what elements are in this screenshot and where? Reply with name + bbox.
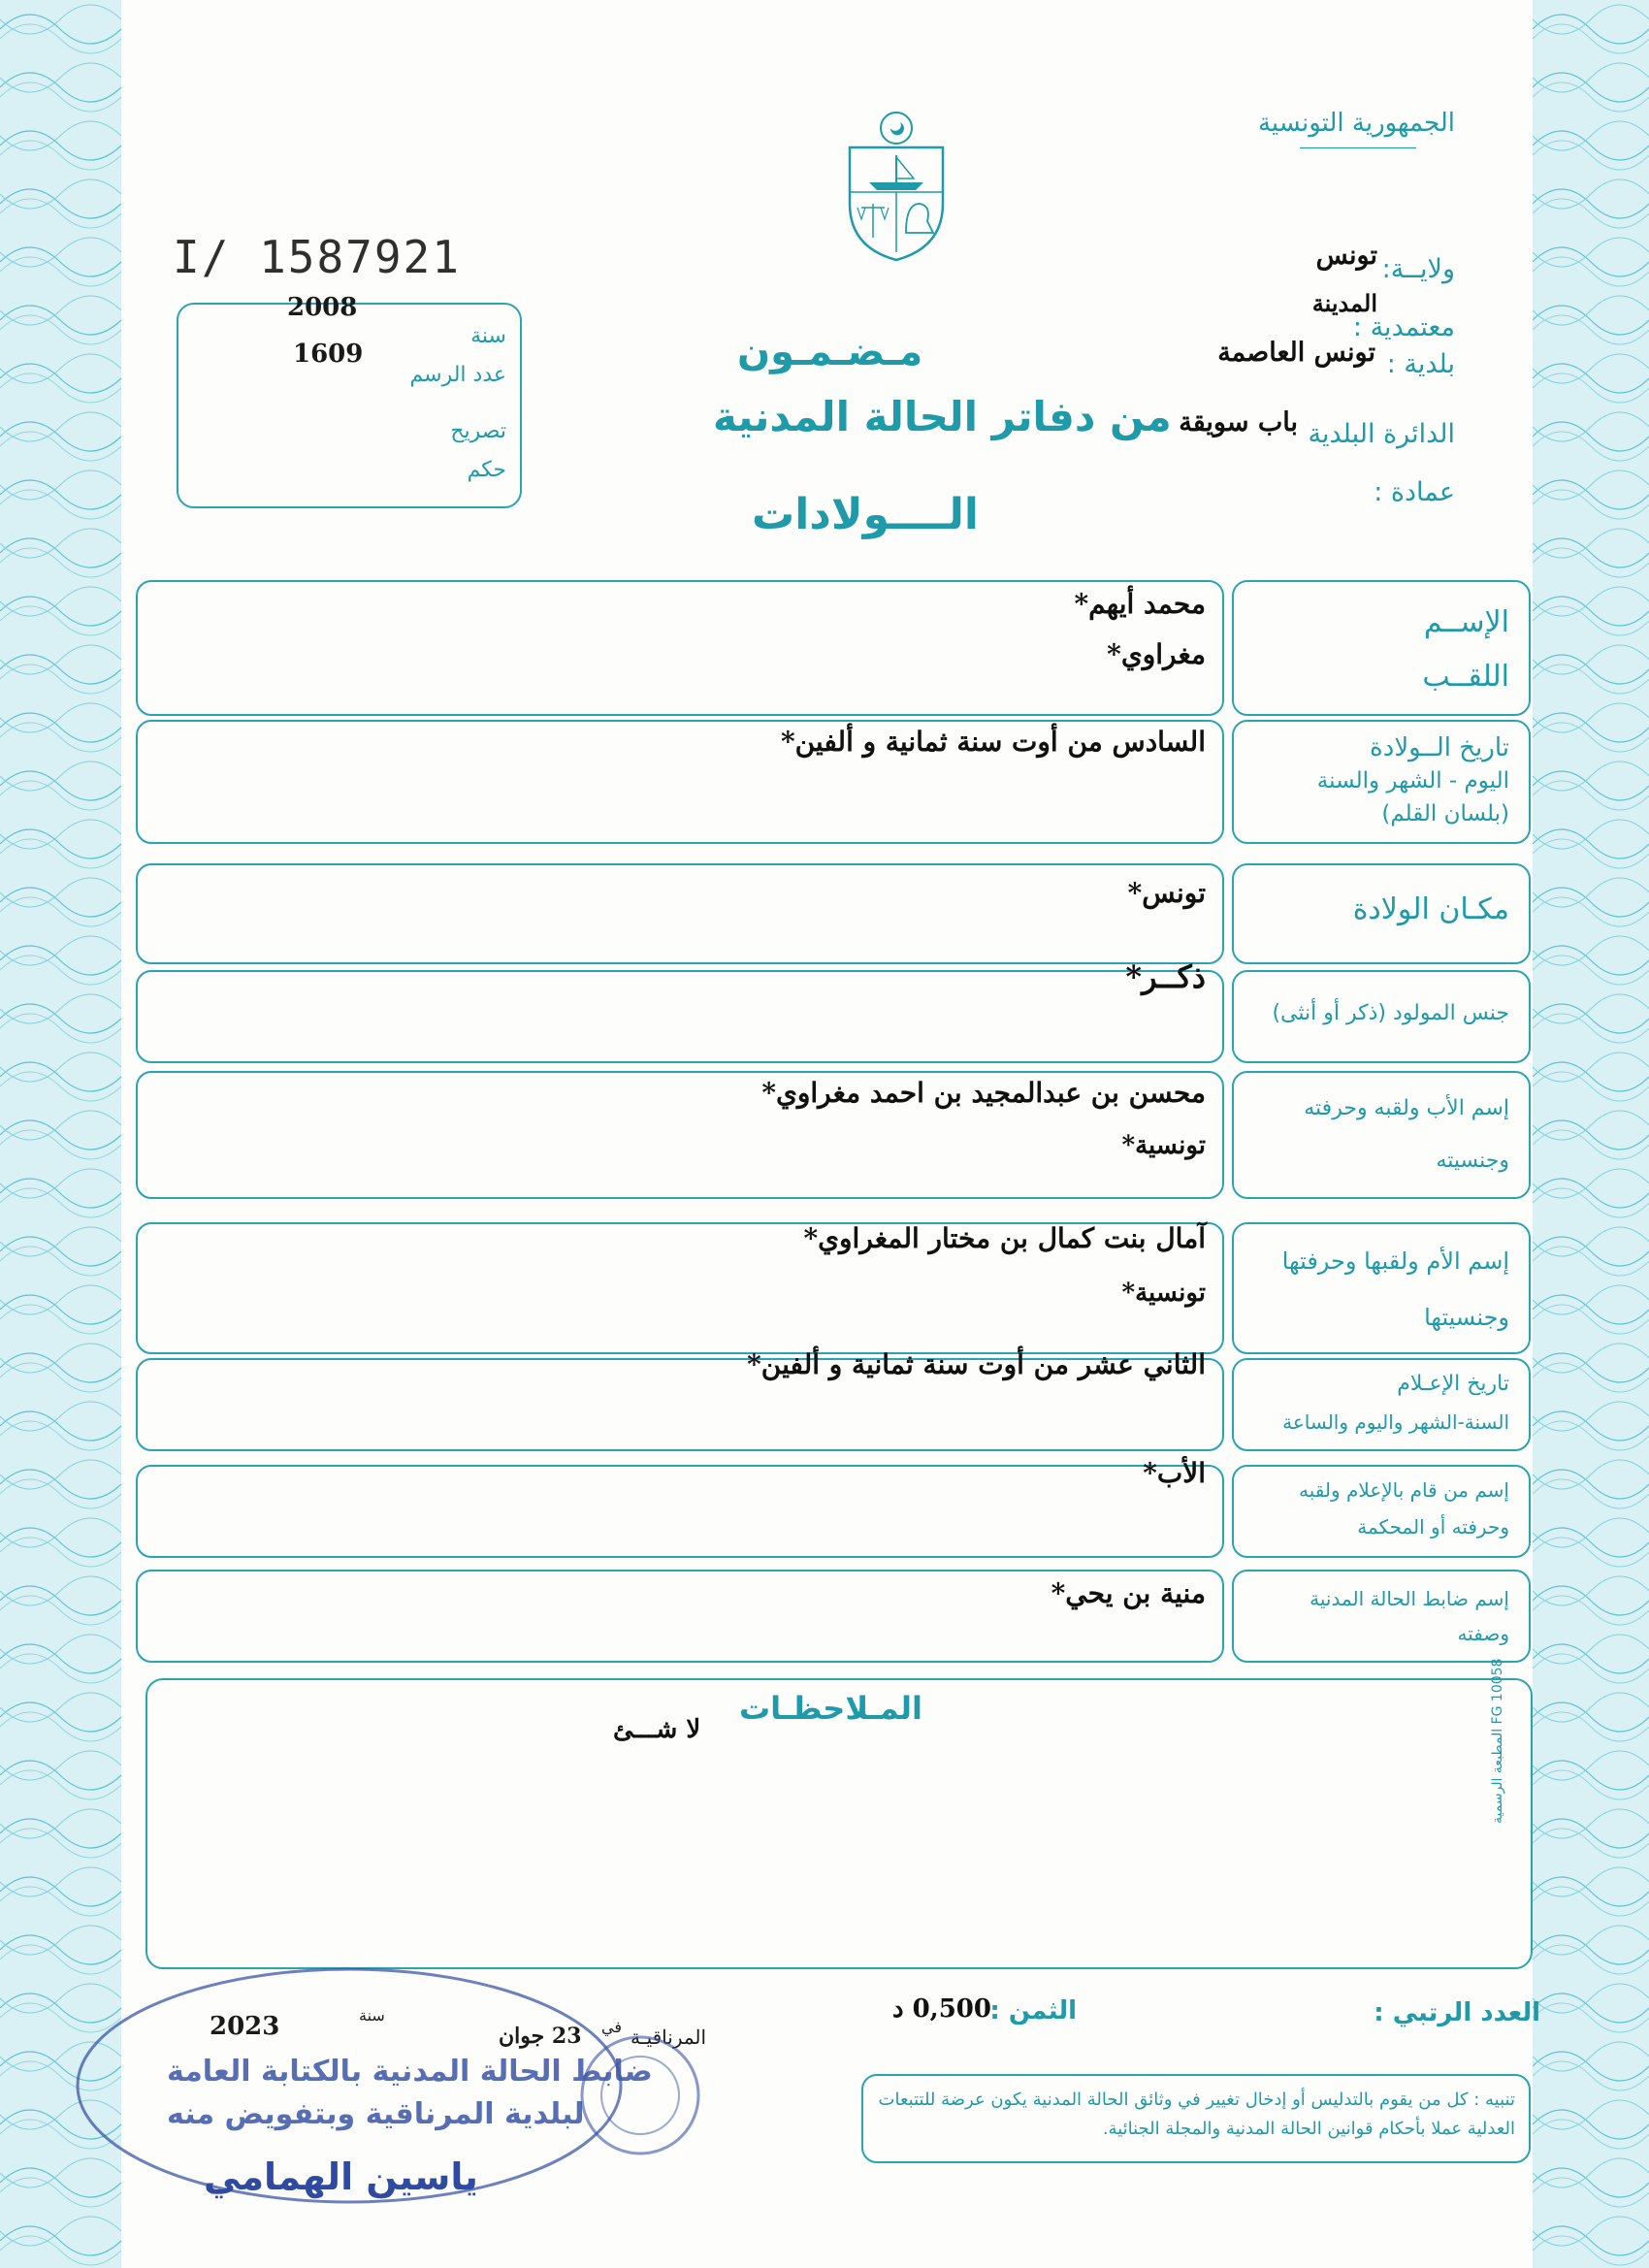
district-label: الدائرة البلدية: [1308, 419, 1455, 449]
row-name-surname: [136, 580, 1531, 716]
title-extract: مـضـمـون: [737, 330, 923, 374]
label-registrar: إسم ضابط الحالة المدنية: [1310, 1587, 1509, 1610]
registry-box: [177, 293, 522, 508]
row-father: [136, 1071, 1531, 1199]
judgment-label: حكم: [467, 458, 506, 482]
row-sex: [136, 958, 1531, 1063]
serial-number: I/ 1587921: [173, 231, 461, 283]
delegation-value: المدينة: [1311, 289, 1377, 317]
row-mother: [136, 1222, 1531, 1354]
row-label-box: [1232, 580, 1531, 716]
left-guilloche-border: [0, 0, 121, 2268]
year-value: 2008: [287, 293, 358, 322]
value-declaration-date: الثاني عشر من أوت سنة ثمانية و ألفين*: [747, 1348, 1206, 1380]
value-birth-place: تونس*: [1127, 877, 1206, 909]
row-label-box: [1232, 970, 1531, 1063]
value-registrar: منية بن يحي*: [1051, 1577, 1206, 1609]
republic-heading: الجمهورية التونسية: [1257, 109, 1455, 138]
governorate-value: تونس: [1315, 241, 1377, 271]
row-birth-place: [136, 863, 1531, 964]
on-label: في: [601, 2018, 622, 2036]
row-label-box: [1232, 1071, 1531, 1199]
label-mother-nationality: وجنسيتها: [1424, 1304, 1509, 1331]
municipality-label: بلدية :: [1386, 349, 1455, 379]
value-mother-nationality: تونسية*: [1121, 1279, 1206, 1308]
price-value: 0,500 د: [891, 1994, 991, 2024]
value-father: محسن بن عبدالمجيد بن احمد مغراوي*: [761, 1077, 1206, 1109]
label-declarant-profession: وحرفته أو المحكمة: [1357, 1515, 1509, 1539]
signatory-name: ياسين الهمامي: [204, 2155, 478, 2198]
value-surname: مغراوي*: [1107, 638, 1206, 670]
label-in-words: (بلسان القلم): [1381, 801, 1509, 826]
label-surname: اللقــب: [1422, 660, 1509, 694]
label-sex: جنس المولود (ذكر أو أنثى): [1272, 1001, 1509, 1025]
stamp-line-2: لبلدية المرناقية وبتفويض منه: [167, 2097, 585, 2131]
issue-place: المرناقيـة: [630, 2025, 707, 2049]
label-registrar-title: وصفته: [1457, 1622, 1509, 1645]
year-label: سنة: [470, 324, 506, 348]
value-declarant: الأب*: [1143, 1457, 1206, 1489]
row-label-box: [1232, 1465, 1531, 1558]
delegation-label: معتمدية :: [1352, 312, 1455, 342]
row-birth-date: [136, 720, 1531, 844]
row-label-box: [1232, 720, 1531, 844]
row-label-box: [1232, 1570, 1531, 1663]
row-value-box: [136, 1465, 1224, 1558]
value-mother: آمال بنت كمال بن مختار المغراوي*: [803, 1222, 1206, 1254]
remarks-box: [146, 1678, 1533, 1969]
label-declarant: إسم من قام بالإعلام ولقبه: [1299, 1478, 1509, 1502]
row-label-box: [1232, 1222, 1531, 1354]
right-guilloche-border: [1533, 0, 1649, 2268]
label-first-name: الإســم: [1423, 605, 1509, 639]
label-father-nationality: وجنسيته: [1436, 1149, 1509, 1173]
record-number-label: عدد الرسم: [409, 363, 506, 387]
stamp-line-1: ضابط الحالة المدنية بالكتابة العامة: [167, 2055, 653, 2089]
warning-box: [861, 2074, 1531, 2163]
row-declarant: [136, 1457, 1531, 1558]
value-sex: ذكــر*: [1125, 958, 1206, 995]
row-label-box: [1232, 1358, 1531, 1451]
heading-divider: [1300, 147, 1416, 148]
label-father: إسم الأب ولقبه وحرفته: [1304, 1096, 1509, 1120]
coat-of-arms-emblem: [842, 107, 951, 262]
order-number-label: العدد الرتبي :: [1374, 1998, 1540, 2027]
district-value: باب سويقة: [1179, 407, 1298, 437]
label-birth-place: مكـان الولادة: [1352, 892, 1509, 926]
declaration-label: تصريح: [450, 419, 506, 443]
price-label: الثمن :: [989, 1996, 1077, 2025]
printer-code: المطبعة الرسمية FG 10058: [1490, 1658, 1505, 1824]
issue-year-value: 2023: [210, 2012, 280, 2041]
issue-day-month: 23 جوان: [499, 2024, 582, 2049]
label-declaration-date: تاريخ الإعـلام: [1397, 1372, 1509, 1396]
remarks-value: لا شـــئ: [613, 1715, 701, 1744]
row-value-box: [136, 863, 1224, 964]
municipality-value: تونس العاصمة: [1217, 338, 1375, 368]
warning-text: تنبيه : كل من يقوم بالتدليس أو إدخال تغيير في وثائق الحالة المدنية يكون عرضة للتتبعات العدلية عملا بأحكام قوانين الحالة المدنية والمجلة الجنائية.: [878, 2090, 1515, 2139]
label-declaration-date-format: السنة-الشهر واليوم والساعة: [1282, 1410, 1509, 1434]
label-birth-date-format: اليوم - الشهر والسنة: [1316, 768, 1509, 794]
title-births: الــــولادات: [752, 490, 979, 539]
remarks-title: المـلاحظـات: [739, 1690, 923, 1727]
omada-label: عمادة :: [1374, 477, 1455, 507]
value-first-name: محمد أيهم*: [1074, 588, 1206, 620]
row-value-box: [136, 970, 1224, 1063]
row-label-box: [1232, 863, 1531, 964]
governorate-label: ولايــة:: [1381, 254, 1455, 284]
row-registrar: [136, 1570, 1531, 1663]
title-registers: من دفاتر الحالة المدنية: [713, 393, 1172, 440]
issue-year-label: سنة: [359, 2006, 385, 2025]
record-number-value: 1609: [293, 340, 364, 369]
row-declaration-date: [136, 1348, 1531, 1451]
label-mother: إسم الأم ولقبها وحرفتها: [1281, 1247, 1509, 1275]
row-value-box: [136, 580, 1224, 716]
value-birth-date: السادس من أوت سنة ثمانية و ألفين*: [780, 726, 1206, 758]
label-birth-date: تاريخ الــولادة: [1370, 733, 1509, 762]
value-father-nationality: تونسية*: [1121, 1131, 1206, 1160]
